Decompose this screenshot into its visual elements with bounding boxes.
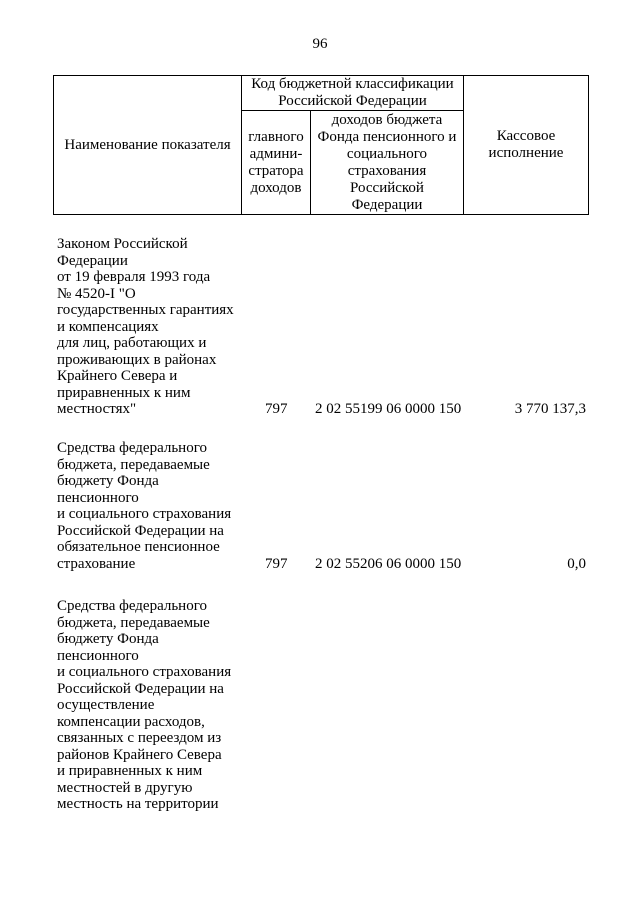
table-header: [53, 75, 589, 215]
row-3-name: Средства федерального бюджета, передаваемые бюджету Фонда пенсионного и социального страхования Российской Федерации на осуществление компенсации расходов, связанных с переездом из районов Крайнего Севера и приравненных к ним местностей в другую местность на территории: [57, 598, 232, 812]
header-execution: Кассовое исполнение: [464, 76, 589, 215]
row-2-name: Средства федерального бюджета, передаваемые бюджету Фонда пенсионного и социального страхования Российской Федерации на обязательное пенсионное страхование: [57, 440, 232, 572]
row-2-code: 2 02 55206 06 0000 150: [315, 556, 462, 572]
row-2-admin: 797: [265, 556, 288, 572]
page-number: 96: [312, 36, 328, 52]
row-1-name: Законом Российской Федерации от 19 февраля 1993 года № 4520-I "О государственных гарантиях и компенсациях для лиц, работающих и проживающих в районах Крайнего Севера и приравненных к ним местностях": [57, 236, 234, 417]
row-1-code: 2 02 55199 06 0000 150: [315, 401, 462, 417]
header-admin: главного админи-стратора доходов: [242, 111, 311, 215]
header-name: Наименование показателя: [54, 76, 242, 215]
row-1-admin: 797: [265, 401, 288, 417]
row-1-amount: 3 770 137,3: [514, 401, 586, 417]
row-2-amount: 0,0: [567, 556, 586, 572]
header-revenue: доходов бюджета Фонда пенсионного и социального страхования Российской Федерации: [311, 111, 464, 215]
header-code-group: Код бюджетной классификации Российской Федерации: [242, 76, 464, 111]
